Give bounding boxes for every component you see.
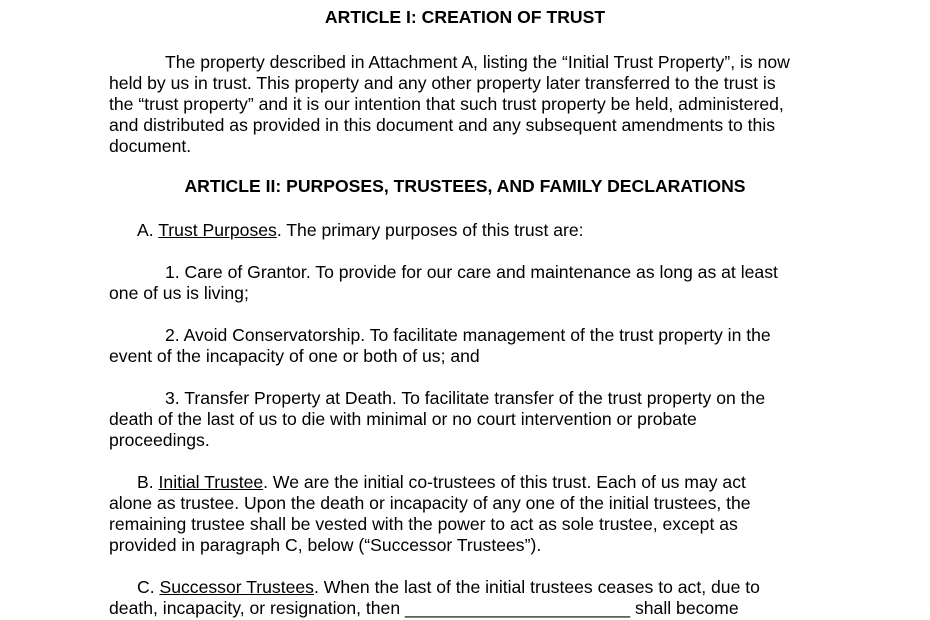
purpose-item-line: one of us is living; (109, 283, 249, 303)
article-1-paragraph-line: held by us in trust. This property and any other property later transferred to the trust is (109, 73, 776, 93)
purpose-item-line: 2. Avoid Conservatorship. To facilitate management of the trust property in the (165, 325, 771, 345)
article-1-paragraph-line: and distributed as provided in this document and any subsequent amendments to this (109, 115, 776, 135)
section-b-marker: B. (137, 472, 159, 492)
section-a-marker: A. (137, 220, 159, 240)
section-b-line: provided in paragraph C, below (“Successor Trustees”). (109, 535, 542, 555)
purpose-item-line: death of the last of us to die with minimal or no court intervention or probate (109, 409, 697, 429)
section-c-title: Successor Trustees (159, 577, 314, 597)
article-1-paragraph-line: the “trust property” and it is our intention that such trust property be held, administered, (109, 94, 784, 114)
article-1-paragraph-line: document. (109, 136, 192, 156)
purpose-item-line: event of the incapacity of one or both of us; and (109, 346, 480, 366)
section-a-intro: . The primary purposes of this trust are: (276, 220, 584, 240)
section-b-intro: . We are the initial co-trustees of this trust. Each of us may act (263, 472, 746, 492)
section-a-heading (137, 220, 584, 241)
section-c-line: death, incapacity, or resignation, then _______________________ shall become (109, 598, 739, 618)
section-c-intro: . When the last of the initial trustees ceases to act, due to (313, 577, 760, 597)
purpose-item-line: proceedings. (109, 430, 210, 450)
purpose-item-line: 3. Transfer Property at Death. To facilitate transfer of the trust property on the (165, 388, 766, 408)
section-b-line: remaining trustee shall be vested with the power to act as sole trustee, except as (109, 514, 738, 534)
article-1-paragraph-line: The property described in Attachment A, listing the “Initial Trust Property”, is now (165, 52, 790, 72)
section-c-marker: C. (137, 577, 160, 597)
article-2-heading: ARTICLE II: PURPOSES, TRUSTEES, AND FAMILY DECLARATIONS (184, 176, 746, 196)
section-a-title: Trust Purposes (158, 220, 277, 240)
section-b-heading (137, 472, 746, 493)
section-b-line: alone as trustee. Upon the death or incapacity of any one of the initial trustees, the (109, 493, 751, 513)
section-c-heading (137, 577, 760, 598)
purpose-item-line: 1. Care of Grantor. To provide for our care and maintenance as long as at least (165, 262, 778, 282)
article-1-heading: ARTICLE I: CREATION OF TRUST (324, 7, 606, 27)
section-b-title: Initial Trustee (158, 472, 264, 492)
